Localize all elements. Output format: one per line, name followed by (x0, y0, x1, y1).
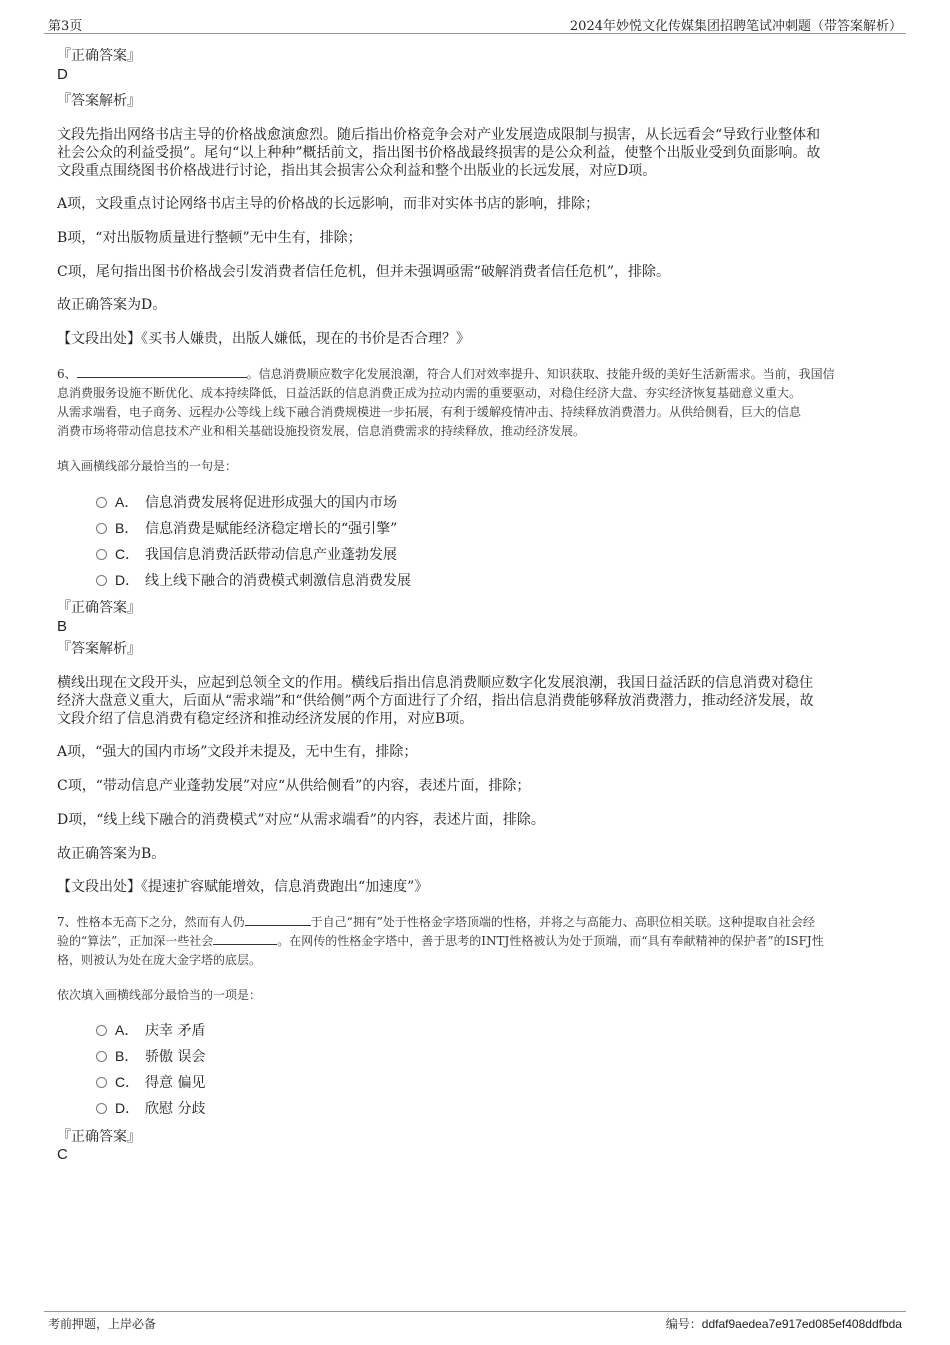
q6-number: 6、 (57, 367, 77, 381)
option-letter: C． (115, 546, 140, 562)
q6-option-d-analysis: D项，“线上线下融合的消费模式”对应“从需求端看”的内容，表述片面，排除。 (57, 812, 545, 828)
q7-prompt: 依次填入画横线部分最恰当的一项是： (57, 988, 262, 1002)
q7-stem-line-2 (57, 932, 897, 950)
q7-option-b[interactable] (96, 1047, 205, 1066)
q5-source: 【文段出处】《买书人嫌贵，出版人嫌低，现在的书价是否合理？》 (57, 331, 470, 347)
q7-stem-part-a: 7、性格本无高下之分，然而有人仍 (57, 915, 245, 929)
option-letter: D． (115, 572, 140, 588)
q6-option-a[interactable] (96, 493, 397, 512)
q5-answer-label: 『正确答案』 (57, 48, 141, 64)
q6-source: 【文段出处】《提速扩容赋能增效，信息消费跑出“加速度”》 (57, 879, 429, 895)
q6-prompt: 填入画横线部分最恰当的一句是： (57, 459, 238, 473)
option-letter: B． (115, 520, 139, 536)
q7-answer-label: 『正确答案』 (57, 1129, 141, 1145)
q6-blank (77, 365, 247, 378)
radio-icon[interactable] (96, 497, 107, 508)
q6-answer-label: 『正确答案』 (57, 600, 141, 616)
q6-option-c[interactable] (96, 545, 397, 564)
q6-analysis-label: 『答案解析』 (57, 641, 141, 657)
document-code: 编号：ddfaf9aedea7e917ed085ef408ddfbda (665, 1317, 902, 1331)
q7-stem-part-c: 验的“算法”，正加深一些社会 (57, 934, 214, 948)
page-number: 第3页 (48, 19, 83, 34)
radio-icon[interactable] (96, 1025, 107, 1036)
option-text: 信息消费是赋能经济稳定增长的“强引擎” (145, 521, 398, 537)
q7-stem-part-b: 于自己“拥有”处于性格金字塔顶端的性格，并将之与高能力、高职位相关联。这种提取自社会经 (310, 915, 815, 929)
q6-answer: B (57, 618, 68, 635)
option-text: 欣慰 分歧 (145, 1101, 206, 1117)
footer-slogan: 考前押题，上岸必备 (48, 1317, 157, 1331)
q7-answer: C (57, 1146, 68, 1163)
option-letter: B． (115, 1048, 139, 1064)
option-text: 得意 偏见 (145, 1075, 206, 1091)
q5-analysis-line-2: 社会公众的利益受损”。尾句“以上种种”概括前文，指出图书价格战最终损害的是公众利益，使整个出版业受到负面影响。故 (57, 145, 821, 161)
option-text: 我国信息消费活跃带动信息产业蓬勃发展 (145, 547, 397, 563)
q6-analysis-line-1: 横线出现在文段开头，应起到总领全文的作用。横线后指出信息消费顺应数字化发展浪潮，我国日益活跃的信息消费对稳住 (57, 675, 813, 691)
q7-option-d[interactable] (96, 1099, 205, 1118)
q6-conclusion: 故正确答案为B。 (57, 846, 166, 862)
option-text: 庆幸 矛盾 (145, 1023, 206, 1039)
q5-answer: D (57, 66, 68, 83)
q5-option-c-analysis: C项，尾句指出图书价格战会引发消费者信任危机，但并未强调亟需“破解消费者信任危机”，排除。 (57, 264, 671, 280)
q6-analysis-line-3: 文段介绍了信息消费有稳定经济和推动经济发展的作用，对应B项。 (57, 711, 474, 727)
radio-icon[interactable] (96, 523, 107, 534)
radio-icon[interactable] (96, 549, 107, 560)
document-title: 2024年妙悦文化传媒集团招聘笔试冲刺题（带答案解析） (569, 19, 902, 34)
radio-icon[interactable] (96, 1051, 107, 1062)
option-text: 线上线下融合的消费模式刺激信息消费发展 (145, 573, 411, 589)
q6-analysis-line-2: 经济大盘意义重大，后面从“需求端”和“供给侧”两个方面进行了介绍，指出信息消费能够释放消费潜力，推动经济发展，故 (57, 693, 814, 709)
option-letter: A． (115, 494, 139, 510)
q7-stem-part-d: 。在网传的性格金字塔中，善于思考的INTJ性格被认为处于顶端，而“具有奉献精神的保护者”的ISFJ性 (277, 934, 824, 948)
option-letter: D． (115, 1100, 140, 1116)
q6-option-d[interactable] (96, 571, 411, 590)
q7-option-a[interactable] (96, 1021, 205, 1040)
q5-conclusion: 故正确答案为D。 (57, 297, 167, 313)
q5-analysis-label: 『答案解析』 (57, 93, 141, 109)
q6-option-c-analysis: C项，“带动信息产业蓬勃发展”对应“从供给侧看”的内容，表述片面，排除； (57, 778, 531, 794)
q7-blank-2 (213, 932, 277, 945)
q5-option-a-analysis: A项，文段重点讨论网络书店主导的价格战的长远影响，而非对实体书店的影响，排除； (57, 196, 600, 212)
q7-option-c[interactable] (96, 1073, 205, 1092)
option-text: 信息消费发展将促进形成强大的国内市场 (145, 495, 397, 511)
q7-stem-line-1 (57, 913, 897, 931)
radio-icon[interactable] (96, 1103, 107, 1114)
q5-analysis-line-1: 文段先指出网络书店主导的价格战愈演愈烈。随后指出价格竞争会对产业发展造成限制与损害，从长远看会“导致行业整体和 (57, 127, 821, 143)
q6-option-b[interactable] (96, 519, 397, 538)
option-letter: A． (115, 1022, 139, 1038)
q6-stem-text: 。信息消费顺应数字化发展浪潮，符合人们对效率提升、知识获取、技能升级的美好生活新需求。当前，我国信 (246, 367, 835, 381)
q5-analysis-line-3: 文段重点围绕图书价格战进行讨论，指出其会损害公众利益和整个出版业的长远发展，对应D项。 (57, 163, 657, 179)
radio-icon[interactable] (96, 575, 107, 586)
radio-icon[interactable] (96, 1077, 107, 1088)
q6-stem-line-1 (57, 365, 897, 383)
page-footer (44, 1311, 906, 1334)
option-letter: C． (115, 1074, 140, 1090)
q6-stem-line-3: 从需求端看，电子商务、远程办公等线上线下融合消费规模进一步拓展，有利于缓解疫情冲击、持续释放消费潜力。从供给侧看，巨大的信息 (57, 405, 802, 419)
q6-option-a-analysis: A项，“强大的国内市场”文段并未提及，无中生有，排除； (57, 744, 418, 760)
q6-stem-line-4: 消费市场将带动信息技术产业和相关基础设施投资发展，信息消费需求的持续释放，推动经济发展。 (57, 424, 586, 438)
q7-blank-1 (245, 913, 311, 926)
q7-stem-line-3: 格，则被认为处在庞大金字塔的底层。 (57, 953, 262, 967)
option-text: 骄傲 误会 (145, 1049, 206, 1065)
q6-stem-line-2: 息消费服务设施不断优化、成本持续降低，日益活跃的信息消费正成为拉动内需的重要驱动，对稳住经济大盘、夯实经济恢复基础意义重大。 (57, 386, 802, 400)
page-header (44, 13, 906, 34)
q5-option-b-analysis: B项，“对出版物质量进行整顿”无中生有，排除； (57, 230, 362, 246)
